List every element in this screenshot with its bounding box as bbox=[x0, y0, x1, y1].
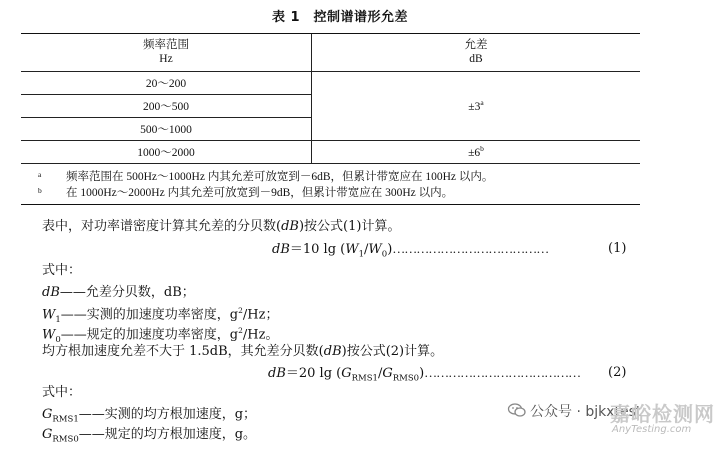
footnote-mark: b bbox=[480, 144, 484, 154]
eq-var: G bbox=[382, 366, 393, 381]
footnote-b bbox=[38, 185, 493, 201]
frequency-cell: 20～200 bbox=[21, 71, 312, 94]
table-title: 表 1 控制谱谱形允差 bbox=[271, 10, 409, 25]
text: /Hz。 bbox=[242, 327, 279, 343]
eq-slash: / bbox=[377, 366, 383, 381]
frequency-cell: 1000～2000 bbox=[21, 140, 312, 163]
table-row bbox=[21, 71, 640, 94]
subscript: RMS0 bbox=[52, 434, 79, 445]
tolerance-cell bbox=[312, 71, 641, 140]
subscript: RMS1 bbox=[52, 414, 79, 425]
eq-sub: 0 bbox=[381, 249, 388, 260]
definition-grms0 bbox=[42, 426, 256, 449]
equation-number: (2) bbox=[608, 365, 627, 380]
variable: dB bbox=[281, 219, 299, 234]
variable: dB bbox=[323, 344, 342, 359]
variable: dB bbox=[42, 285, 60, 300]
watermark-account: 公众号 · bjkxtest bbox=[530, 404, 642, 420]
header-frequency-unit: Hz bbox=[159, 53, 173, 66]
header-tolerance bbox=[312, 34, 641, 71]
text: ——允差分贝数，dB； bbox=[59, 285, 195, 300]
text: )按公式(2)计算。 bbox=[341, 344, 444, 359]
eq-leader-dots: ………………………………… bbox=[424, 365, 581, 380]
table-footnotes bbox=[38, 169, 493, 201]
text: ——规定的加速度功率密度，g bbox=[60, 327, 239, 343]
text: ——实测的加速度功率密度，g bbox=[60, 307, 239, 323]
text: ——规定的均方根加速度，g。 bbox=[78, 427, 257, 442]
eq-paren: ) bbox=[419, 366, 425, 381]
watermark-brand: 嘉峪检测网 bbox=[610, 402, 715, 426]
footnote-mark: a bbox=[38, 170, 42, 179]
text: ——实测的均方根加速度，g； bbox=[78, 407, 257, 422]
eq-leader-dots: ………………………………… bbox=[392, 241, 549, 256]
where-label: 式中： bbox=[42, 263, 82, 278]
eq-lhs: dB bbox=[268, 366, 286, 381]
header-tolerance-label: 允差 bbox=[464, 39, 488, 52]
eq-var: W bbox=[368, 242, 382, 257]
text: )按公式(1)计算。 bbox=[298, 219, 401, 234]
table-header-row bbox=[21, 34, 640, 71]
equation-2 bbox=[268, 364, 580, 388]
header-frequency-label: 频率范围 bbox=[143, 39, 189, 52]
frequency-cell: 200～500 bbox=[21, 94, 312, 117]
variable: G bbox=[42, 407, 53, 422]
header-tolerance-unit: dB bbox=[469, 53, 483, 66]
variable: W bbox=[42, 327, 56, 343]
eq-var: W bbox=[345, 242, 359, 257]
footnote-mark: a bbox=[480, 98, 484, 108]
superscript: 2 bbox=[238, 326, 243, 335]
definition-db bbox=[42, 284, 195, 302]
footnote-a bbox=[38, 169, 493, 185]
eq-sub: 1 bbox=[358, 249, 365, 260]
eq-sub: RMS0 bbox=[392, 373, 420, 384]
footnote-text: 在 1000Hz～2000Hz 内其允差可放宽到－9dB，但累计带宽应在 300Hz 以内。 bbox=[66, 187, 454, 199]
text: 表中，对功率谱密度计算其允差的分贝数( bbox=[42, 219, 282, 234]
subscript: 1 bbox=[55, 314, 61, 325]
equation-1 bbox=[272, 240, 548, 264]
eq-var: G bbox=[341, 366, 352, 381]
equation-number: (1) bbox=[608, 241, 627, 256]
tolerance-value: ±6 bbox=[468, 146, 481, 159]
table-row bbox=[21, 140, 640, 163]
paragraph-psd bbox=[42, 218, 400, 236]
eq-operator: ＝10 lg ( bbox=[289, 242, 346, 257]
variable: W bbox=[42, 307, 56, 323]
superscript: 2 bbox=[238, 306, 243, 315]
tolerance-cell bbox=[312, 140, 641, 163]
text: 均方根加速度允差不大于 1.5dB，其允差分贝数( bbox=[42, 344, 324, 359]
footnote-mark: b bbox=[38, 186, 42, 195]
subscript: 0 bbox=[55, 334, 61, 345]
wechat-icon bbox=[508, 403, 526, 417]
frequency-cell: 500～1000 bbox=[21, 117, 312, 140]
tolerance-value: ±3 bbox=[468, 100, 481, 113]
eq-slash: / bbox=[364, 242, 369, 257]
paragraph-rms bbox=[42, 343, 443, 361]
eq-sub: RMS1 bbox=[351, 373, 378, 384]
tolerance-table bbox=[21, 34, 640, 164]
watermark-brand-en: AnyTesting.com bbox=[612, 424, 692, 435]
header-frequency bbox=[21, 34, 312, 71]
eq-paren: ) bbox=[387, 242, 393, 257]
footnote-text: 频率范围在 500Hz～1000Hz 内其允差可放宽到－6dB，但累计带宽应在 100Hz 以内。 bbox=[66, 171, 494, 183]
text: /Hz； bbox=[242, 307, 279, 323]
eq-lhs: dB bbox=[272, 242, 290, 257]
variable: G bbox=[42, 427, 53, 442]
where-label: 式中： bbox=[42, 385, 82, 400]
eq-operator: ＝20 lg ( bbox=[285, 366, 342, 381]
